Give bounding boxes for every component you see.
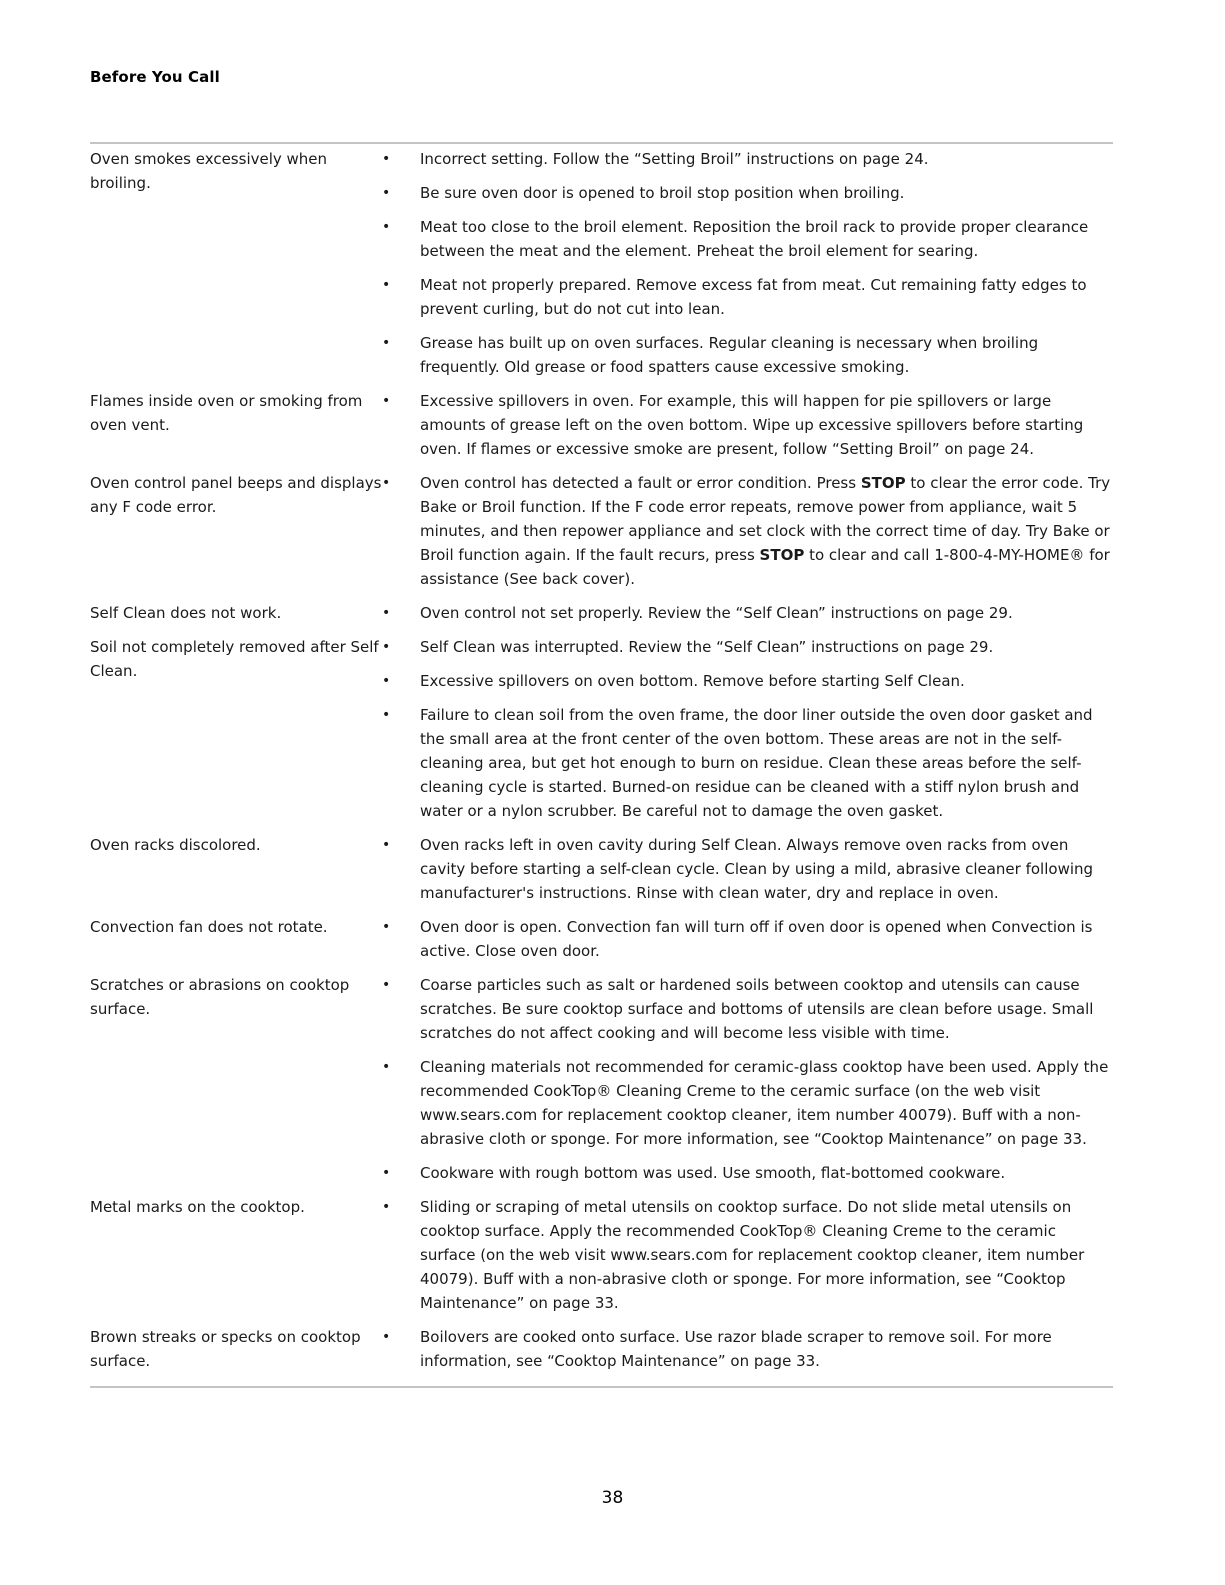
problem-text: Brown streaks or specks on cooktop surface. xyxy=(90,1328,361,1370)
table-row xyxy=(90,635,1113,833)
solution-text: Self Clean was interrupted. Review the “Self Clean” instructions on page 29. xyxy=(420,638,994,656)
solution-item xyxy=(382,389,1113,461)
solution-list xyxy=(382,471,1113,601)
solution-text: Oven control has detected a fault or error condition. Press STOP to clear the error code. Try Bake or Broil function. If the F code error repeats, remove power from appliance, wait 5 minutes, and then repower appliance and set clock with the correct time of day. Try Bake or Broil function again. If the fault recurs, press STOP to clear and call 1-800-4-MY-HOME® for assistance (See back cover). xyxy=(420,474,1111,588)
problem-text: Scratches or abrasions on cooktop surface. xyxy=(90,976,350,1018)
solution-item xyxy=(382,471,1113,591)
solution-text: Meat not properly prepared. Remove excess fat from meat. Cut remaining fatty edges to prevent curling, but do not cut into lean. xyxy=(420,276,1087,318)
table-row xyxy=(90,973,1113,1195)
solution-item xyxy=(382,703,1113,823)
solution-list xyxy=(382,973,1113,1195)
stop-keyword: STOP xyxy=(860,474,906,492)
solution-text: Incorrect setting. Follow the “Setting Broil” instructions on page 24. xyxy=(420,150,929,168)
table-row xyxy=(90,915,1113,973)
problem-text: Convection fan does not rotate. xyxy=(90,918,328,936)
solution-text: Boilovers are cooked onto surface. Use razor blade scraper to remove soil. For more information, see “Cooktop Maintenance” on page 33. xyxy=(420,1328,1052,1370)
bullet-icon: • xyxy=(382,673,391,689)
solution-item xyxy=(382,181,1113,205)
problem-text: Soil not completely removed after Self Clean. xyxy=(90,638,379,680)
bottom-divider xyxy=(90,1386,1113,1388)
solution-text: Cleaning materials not recommended for ceramic-glass cooktop have been used. Apply the recommended CookTop® Cleaning Creme to the ceramic surface (on the web visit www.sears.com for replacement cooktop cleaner, item number 40079). Buff with a non-abrasive cloth or sponge. For more information, see “Cooktop Maintenance” on page 33. xyxy=(420,1058,1109,1148)
solution-text: Excessive spillovers on oven bottom. Remove before starting Self Clean. xyxy=(420,672,965,690)
solution-item xyxy=(382,1161,1113,1185)
table-row xyxy=(90,471,1113,601)
solution-text: Oven control not set properly. Review the “Self Clean” instructions on page 29. xyxy=(420,604,1013,622)
bullet-icon: • xyxy=(382,1199,391,1215)
solution-text: Oven door is open. Convection fan will turn off if oven door is opened when Convection is active. Close oven door. xyxy=(420,918,1093,960)
solution-list xyxy=(382,1195,1113,1325)
bullet-icon: • xyxy=(382,837,391,853)
table-row xyxy=(90,389,1113,471)
solution-list xyxy=(382,389,1113,471)
solution-list xyxy=(382,915,1113,973)
problem-text: Oven racks discolored. xyxy=(90,836,261,854)
problem-text: Oven smokes excessively when broiling. xyxy=(90,150,328,192)
solution-list xyxy=(382,147,1113,389)
solution-item xyxy=(382,833,1113,905)
table-row xyxy=(90,833,1113,915)
bullet-icon: • xyxy=(382,1165,391,1181)
solution-list xyxy=(382,1325,1113,1383)
solution-item xyxy=(382,215,1113,263)
bullet-icon: • xyxy=(382,475,391,491)
bullet-icon: • xyxy=(382,1059,391,1075)
problem-text: Self Clean does not work. xyxy=(90,604,282,622)
solution-item xyxy=(382,1055,1113,1151)
top-divider xyxy=(90,142,1113,144)
solution-item xyxy=(382,669,1113,693)
table-row xyxy=(90,601,1113,635)
solution-item xyxy=(382,973,1113,1045)
solution-text: Failure to clean soil from the oven frame, the door liner outside the oven door gasket and the small area at the front center of the oven bottom. These areas are not in the self-cleaning area, but get hot enough to burn on residue. Clean these areas before the self-cleaning cycle is started. Burned-on residue can be cleaned with a stiff nylon brush and water or a nylon scrubber. Be careful not to damage the oven gasket. xyxy=(420,706,1093,820)
solution-text: Grease has built up on oven surfaces. Regular cleaning is necessary when broiling frequently. Old grease or food spatters cause excessive smoking. xyxy=(420,334,1039,376)
problem-text: Oven control panel beeps and displays any F code error. xyxy=(90,474,382,516)
bullet-icon: • xyxy=(382,707,391,723)
table-row xyxy=(90,1195,1113,1325)
solution-text: Cookware with rough bottom was used. Use smooth, flat-bottomed cookware. xyxy=(420,1164,1006,1182)
stop-keyword: STOP xyxy=(759,546,805,564)
bullet-icon: • xyxy=(382,977,391,993)
troubleshooting-table xyxy=(90,147,1113,1383)
table-row xyxy=(90,147,1113,389)
solution-item xyxy=(382,635,1113,659)
bullet-icon: • xyxy=(382,219,391,235)
solution-text: Excessive spillovers in oven. For example, this will happen for pie spillovers or large amounts of grease left on the oven bottom. Wipe up excessive spillovers before starting oven. If flames or excessive smoke are present, follow “Setting Broil” on page 24. xyxy=(420,392,1084,458)
problem-text: Metal marks on the cooktop. xyxy=(90,1198,305,1216)
table-row xyxy=(90,1325,1113,1383)
solution-list xyxy=(382,635,1113,833)
page-number: 38 xyxy=(601,1488,624,1508)
bullet-icon: • xyxy=(382,1329,391,1345)
solution-item xyxy=(382,1195,1113,1315)
bullet-icon: • xyxy=(382,919,391,935)
solution-item xyxy=(382,273,1113,321)
bullet-icon: • xyxy=(382,335,391,351)
solution-item xyxy=(382,601,1113,625)
bullet-icon: • xyxy=(382,393,391,409)
bullet-icon: • xyxy=(382,605,391,621)
solution-text: Sliding or scraping of metal utensils on cooktop surface. Do not slide metal utensils on cooktop surface. Apply the recommended CookTop® Cleaning Creme to the ceramic surface (on the web visit www.sears.com for replacement cooktop cleaner, item number 40079). Buff with a non-abrasive cloth or sponge. For more information, see “Cooktop Maintenance” on page 33. xyxy=(420,1198,1085,1312)
bullet-icon: • xyxy=(382,151,391,167)
solution-text: Oven racks left in oven cavity during Self Clean. Always remove oven racks from oven cavity before starting a self-clean cycle. Clean by using a mild, abrasive cleaner following manufacturer's instructions. Rinse with clean water, dry and replace in oven. xyxy=(420,836,1094,902)
solution-item xyxy=(382,915,1113,963)
solution-item xyxy=(382,147,1113,171)
solution-text: Be sure oven door is opened to broil stop position when broiling. xyxy=(420,184,905,202)
solution-item xyxy=(382,1325,1113,1373)
solution-item xyxy=(382,331,1113,379)
solution-list xyxy=(382,833,1113,915)
bullet-icon: • xyxy=(382,185,391,201)
problem-text: Flames inside oven or smoking from oven vent. xyxy=(90,392,363,434)
bullet-icon: • xyxy=(382,277,391,293)
solution-list xyxy=(382,601,1113,635)
solution-text: Meat too close to the broil element. Reposition the broil rack to provide proper clearance between the meat and the element. Preheat the broil element for searing. xyxy=(420,218,1089,260)
solution-text: Coarse particles such as salt or hardened soils between cooktop and utensils can cause scratches. Be sure cooktop surface and bottoms of utensils are clean before usage. Small scratches do not affect cooking and will become less visible with time. xyxy=(420,976,1094,1042)
section-title: Before You Call xyxy=(90,68,220,86)
bullet-icon: • xyxy=(382,639,391,655)
